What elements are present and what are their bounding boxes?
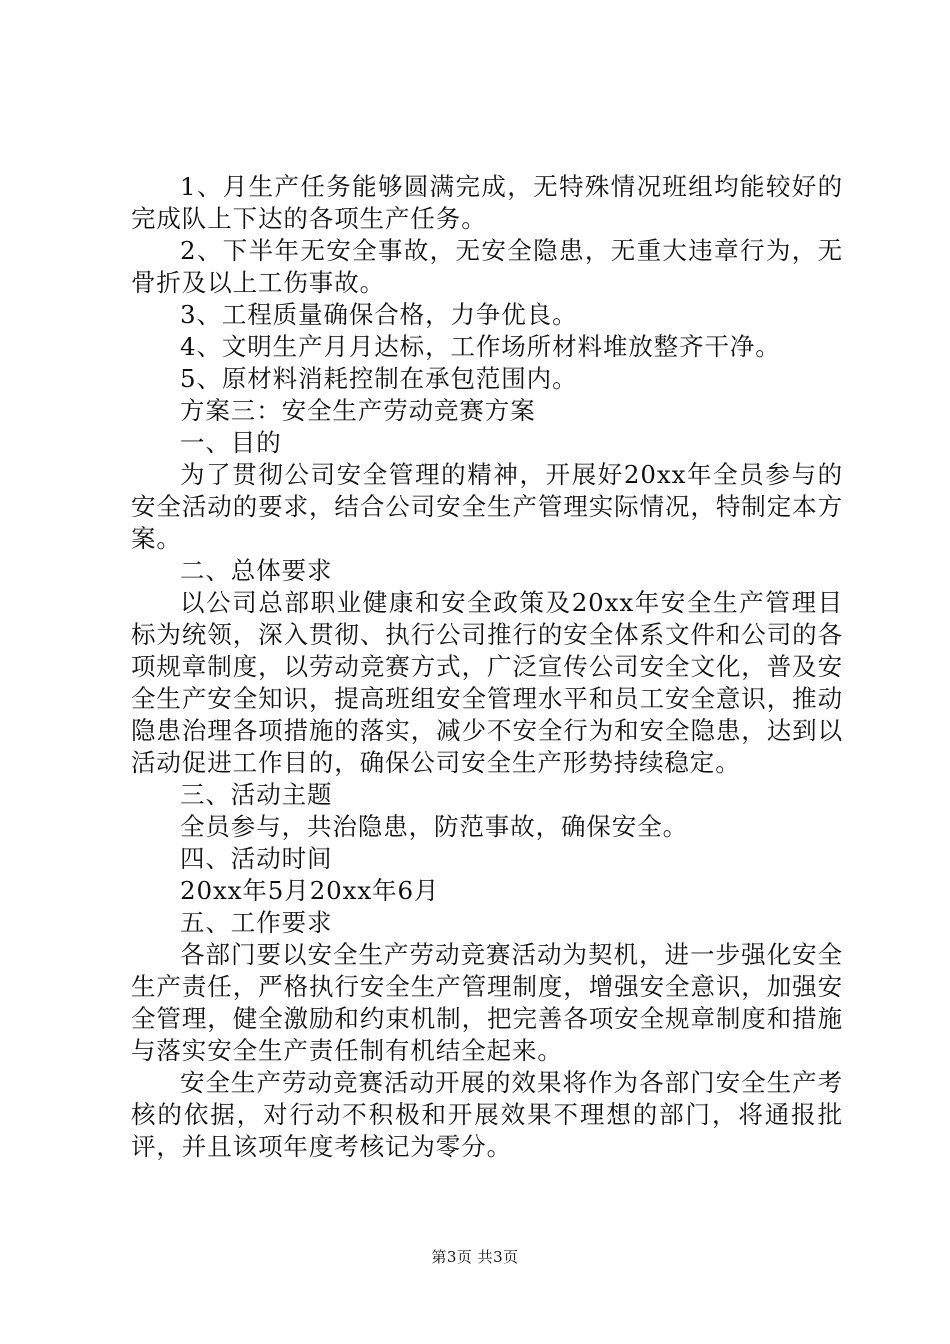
section-heading: 五、工作要求 <box>180 908 333 937</box>
section-heading: 四、活动时间 <box>180 844 333 873</box>
paragraph: 全员参与，共治隐患，防范事故，确保安全。 <box>180 812 688 841</box>
page-footer: 第3页 共3页 <box>431 1248 519 1266</box>
paragraph: 以公司总部职业健康和安全政策及20xx年安全生产管理目标为统领，深入贯彻、执行公司推行的安全体系文件和公司的各项规章制度，以劳动竞赛方式，广泛宣传公司安全文化，普及安全生产安全知识，提高班组安全管理水平和员工安全意识，推动隐患治理各项措施的落实，减少不安全行为和安全隐患，达到以活动促进工作目的，确保公司安全生产形势持续稳定。 <box>131 588 843 777</box>
paragraph: 为了贯彻公司安全管理的精神，开展好20xx年全员参与的安全活动的要求，结合公司安全生产管理实际情况，特制定本方案。 <box>131 460 843 553</box>
paragraph: 安全生产劳动竞赛活动开展的效果将作为各部门安全生产考核的依据，对行动不积极和开展效果不理想的部门，将通报批评，并且该项年度考核记为零分。 <box>131 1068 843 1161</box>
section-heading: 一、目的 <box>180 428 282 457</box>
paragraph: 1、月生产任务能够圆满完成，无特殊情况班组均能较好的完成队上下达的各项生产任务。 <box>131 172 843 233</box>
paragraph: 5、原材料消耗控制在承包范围内。 <box>180 364 578 393</box>
paragraph: 各部门要以安全生产劳动竞赛活动为契机，进一步强化安全生产责任，严格执行安全生产管理制度，增强安全意识，加强安全管理，健全激励和约束机制，把完善各项安全规章制度和措施与落实安全生产责任制有机结全起来。 <box>131 940 843 1065</box>
paragraph: 2、下半年无安全事故，无安全隐患，无重大违章行为，无骨折及以上工伤事故。 <box>131 236 843 297</box>
paragraph: 3、工程质量确保合格，力争优良。 <box>180 300 578 329</box>
section-title: 方案三：安全生产劳动竞赛方案 <box>180 396 536 425</box>
section-heading: 二、总体要求 <box>180 556 333 585</box>
document-body <box>131 171 843 1163</box>
paragraph: 4、文明生产月月达标，工作场所材料堆放整齐干净。 <box>180 332 781 361</box>
section-heading: 三、活动主题 <box>180 780 333 809</box>
paragraph: 20xx年5月20xx年6月 <box>180 876 440 905</box>
